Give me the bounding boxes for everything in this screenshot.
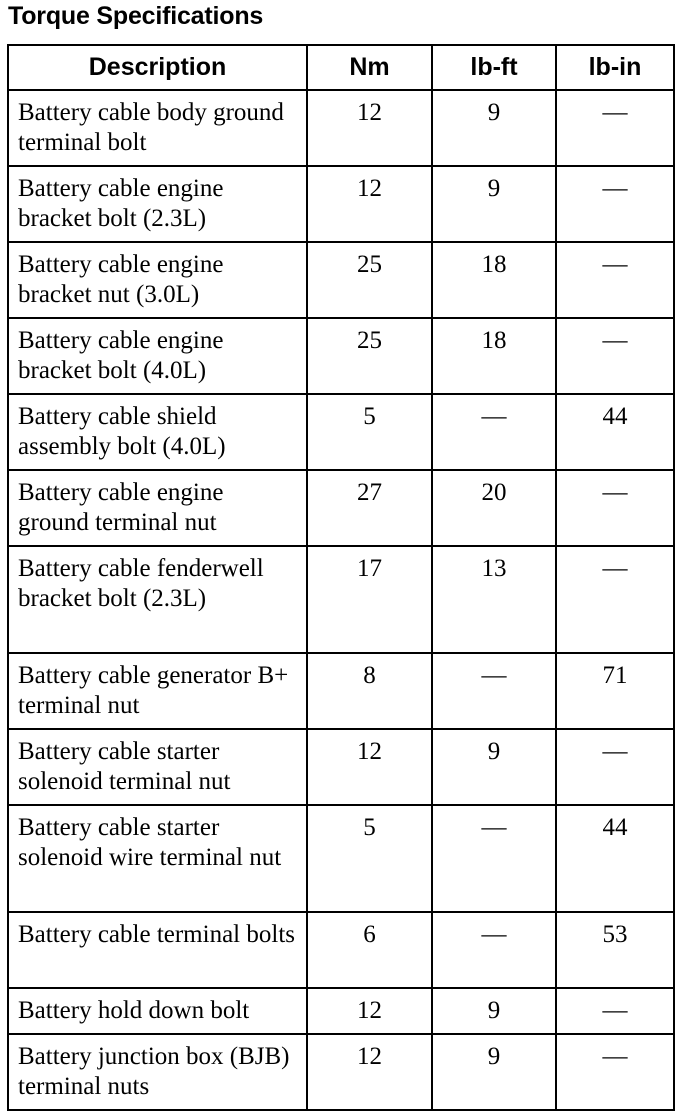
cell-description: Battery junction box (BJB) terminal nuts [8,1034,307,1110]
cell-lbft: — [432,653,556,729]
table-row [8,470,674,546]
cell-nm: 12 [307,1034,432,1110]
cell-description: Battery cable fenderwell bracket bolt (2.3L) [8,546,307,653]
table-row [8,805,674,912]
cell-nm: 25 [307,242,432,318]
table-row [8,729,674,805]
cell-description: Battery cable body ground terminal bolt [8,90,307,166]
cell-lbft: 13 [432,546,556,653]
cell-nm: 12 [307,729,432,805]
table-row [8,394,674,470]
cell-lbft: 18 [432,318,556,394]
table-row [8,912,674,988]
cell-lbin: — [556,90,674,166]
cell-lbft: 9 [432,90,556,166]
torque-spec-table [7,44,675,1111]
table-row [8,546,674,653]
cell-lbft: 9 [432,988,556,1034]
cell-lbft: 20 [432,470,556,546]
cell-description: Battery cable starter solenoid terminal nut [8,729,307,805]
cell-lbin: — [556,988,674,1034]
column-header-nm: Nm [307,45,432,90]
cell-nm: 17 [307,546,432,653]
cell-nm: 5 [307,805,432,912]
cell-nm: 12 [307,166,432,242]
cell-description: Battery cable engine bracket nut (3.0L) [8,242,307,318]
cell-lbft: — [432,394,556,470]
cell-lbin: 71 [556,653,674,729]
cell-lbin: 53 [556,912,674,988]
cell-lbin: — [556,166,674,242]
cell-lbft: 9 [432,1034,556,1110]
cell-lbft: — [432,805,556,912]
cell-nm: 12 [307,988,432,1034]
cell-description: Battery cable starter solenoid wire terminal nut [8,805,307,912]
table-row [8,1034,674,1110]
table-header-row [8,45,674,90]
cell-description: Battery cable terminal bolts [8,912,307,988]
cell-nm: 6 [307,912,432,988]
cell-lbft: 9 [432,166,556,242]
cell-lbin: 44 [556,805,674,912]
column-header-lbin: lb-in [556,45,674,90]
cell-description: Battery cable generator B+ terminal nut [8,653,307,729]
cell-lbft: — [432,912,556,988]
column-header-lbft: lb-ft [432,45,556,90]
cell-lbin: 44 [556,394,674,470]
cell-nm: 5 [307,394,432,470]
cell-description: Battery hold down bolt [8,988,307,1034]
table-row [8,988,674,1034]
table-row [8,90,674,166]
cell-description: Battery cable engine ground terminal nut [8,470,307,546]
cell-lbin: — [556,1034,674,1110]
cell-lbft: 9 [432,729,556,805]
cell-lbft: 18 [432,242,556,318]
cell-lbin: — [556,318,674,394]
cell-description: Battery cable shield assembly bolt (4.0L) [8,394,307,470]
column-header-description: Description [8,45,307,90]
cell-nm: 27 [307,470,432,546]
table-row [8,318,674,394]
cell-nm: 25 [307,318,432,394]
cell-description: Battery cable engine bracket bolt (2.3L) [8,166,307,242]
cell-lbin: — [556,546,674,653]
table-row [8,653,674,729]
cell-description: Battery cable engine bracket bolt (4.0L) [8,318,307,394]
table-row [8,242,674,318]
page-title: Torque Specifications [8,2,264,30]
cell-lbin: — [556,729,674,805]
cell-lbin: — [556,242,674,318]
table-row [8,166,674,242]
cell-nm: 8 [307,653,432,729]
cell-lbin: — [556,470,674,546]
cell-nm: 12 [307,90,432,166]
